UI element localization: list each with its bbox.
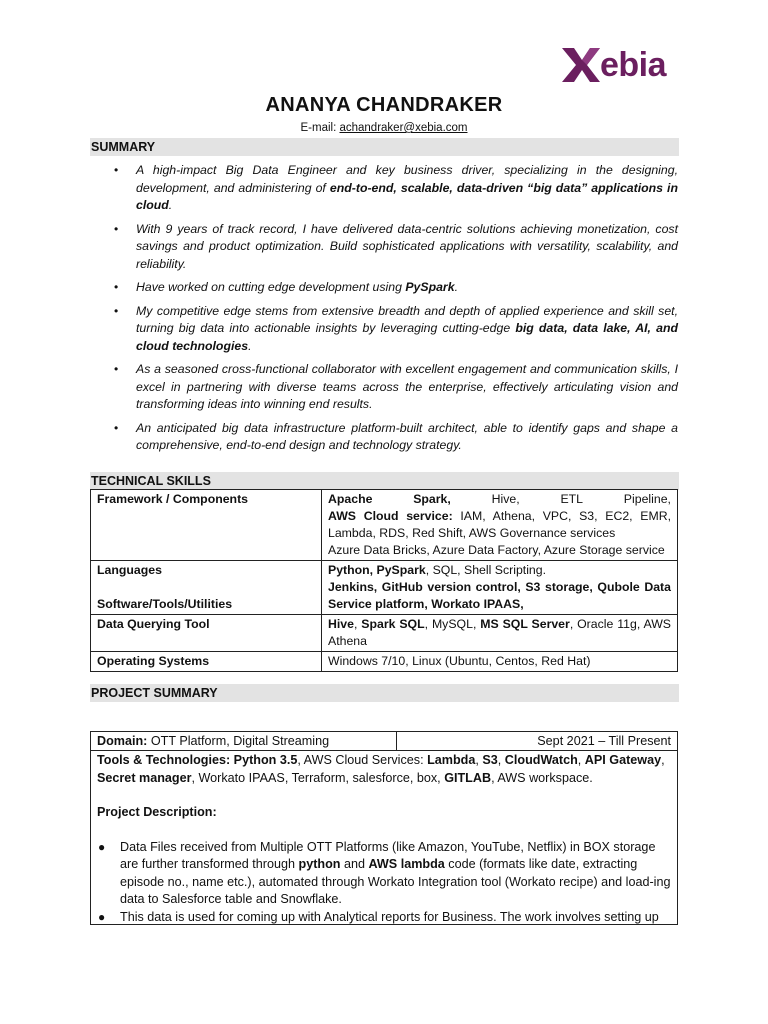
list-item: • An anticipated big data infrastructure platform-built architect, able to identify gaps and shape a comprehensive, end-to-end design and technology strategy. xyxy=(114,420,678,452)
project-description-label: Project Description: xyxy=(97,805,217,819)
project-box xyxy=(90,731,678,925)
candidate-name: ANANYA CHANDRAKER xyxy=(265,94,503,116)
project-header xyxy=(91,732,677,751)
project-body xyxy=(91,751,677,925)
table-row xyxy=(91,490,678,561)
languages-tools-label: Languages Software/Tools/Utilities xyxy=(91,561,322,615)
list-item: • As a seasoned cross-functional collaborator with excellent engagement and communication skills, I excel in partnering with diverse teams across the enterprise, effectively articulating vision and transforming ideas into winning end results. xyxy=(114,362,678,411)
table-row xyxy=(91,561,678,615)
email-label: E-mail: xyxy=(300,122,340,134)
company-logo xyxy=(560,44,680,88)
list-item: ● This data is used for coming up with Analytical reports for Business. The work involves setting up xyxy=(98,909,659,924)
email-line xyxy=(0,122,768,134)
framework-value: Apache Spark, Hive, ETL Pipeline, AWS Cloud service: IAM, Athena, VPC, S3, EC2, EMR, Lambda, RDS, Red Shift, AWS Governance services Azure Data Bricks, Azure Data Factory, Azure Storage service xyxy=(322,490,678,561)
logo-wordmark: ebia xyxy=(600,46,667,84)
email-link[interactable]: achandraker@xebia.com xyxy=(339,122,468,134)
os-value: Windows 7/10, Linux (Ubuntu, Centos, Red Hat) xyxy=(322,652,678,672)
list-item: • My competitive edge stems from extensive breadth and depth of applied experience and skill set, turning big data into actionable insights by leveraging cutting-edge big data, data lake, AI, and cloud technologies. xyxy=(114,303,678,353)
querying-value: Hive, Spark SQL, MySQL, MS SQL Server, Oracle 11g, AWS Athena xyxy=(322,615,678,652)
technical-skills-heading: TECHNICAL SKILLS xyxy=(90,472,679,490)
list-item: • A high-impact Big Data Engineer and key business driver, specializing in the designing, development, and administering of end-to-end, scalable, data-driven “big data” applications in cloud. xyxy=(114,163,678,212)
table-row xyxy=(91,615,678,652)
list-item: ● Data Files received from Multiple OTT Platforms (like Amazon, YouTube, Netflix) in BOX storage are further transformed through python and AWS lambda code (formats like date, extracting episode no., name etc.), automated through Workato Integration tool (Workato recipe) and load-ing data to Salesforce table and Snowflake. xyxy=(98,839,671,906)
project-summary-heading: PROJECT SUMMARY xyxy=(90,684,679,702)
summary-list xyxy=(110,162,678,461)
list-item: • Have worked on cutting edge development using PySpark. xyxy=(114,280,458,294)
framework-label: Framework / Components xyxy=(91,490,322,561)
skills-table xyxy=(90,489,678,672)
project-date: Sept 2021 – Till Present xyxy=(537,734,671,748)
table-row xyxy=(91,652,678,672)
project-bullets xyxy=(97,839,671,926)
list-item: • With 9 years of track record, I have delivered data-centric solutions achieving monetization, cost savings and product optimization. Build sophisticated applications with versatility, scalability, and reliability. xyxy=(114,221,678,271)
project-domain: Domain: OTT Platform, Digital Streaming xyxy=(91,732,397,750)
project-tools: Tools & Technologies: Python 3.5, AWS Cloud Services: Lambda, S3, CloudWatch, API Gateway, Secret manager, Workato IPAAS, Terraform, salesforce, box, GITLAB, AWS workspace. xyxy=(97,753,665,785)
summary-heading: SUMMARY xyxy=(90,138,679,156)
x-logo-icon xyxy=(560,44,602,86)
querying-label: Data Querying Tool xyxy=(91,615,322,652)
os-label: Operating Systems xyxy=(91,652,322,672)
languages-tools-value: Python, PySpark, SQL, Shell Scripting. Jenkins, GitHub version control, S3 storage, Qubole Data Service platform, Workato IPAAS, xyxy=(322,561,678,615)
